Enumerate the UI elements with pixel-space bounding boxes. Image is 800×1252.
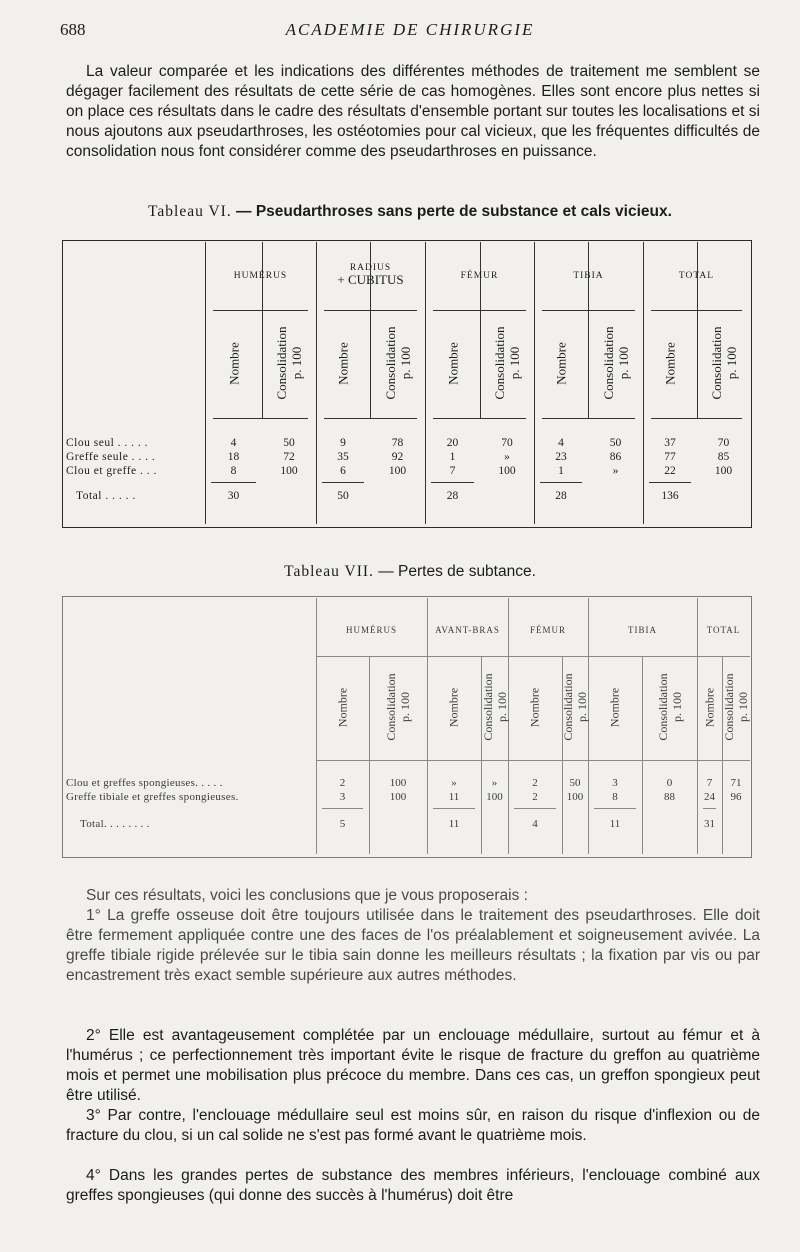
- table6-cell: 86: [609, 451, 622, 463]
- table6-subcol-consolidation: [709, 313, 739, 413]
- table7-cell: 0: [666, 777, 673, 789]
- table7-cell: 2: [532, 777, 538, 789]
- table6-subcol-consolidation-l1: Consolidation: [708, 326, 724, 400]
- table7-title: — Pertes de subtance.: [378, 563, 536, 580]
- table6-total-cell: 136: [661, 490, 679, 502]
- table6-cell: »: [504, 451, 510, 463]
- table6-subcol-consolidation-l1: Consolidation: [492, 326, 507, 400]
- table6-group-name: TIBIA: [573, 271, 604, 281]
- table6-subcol-nombre: Nombre: [553, 342, 569, 385]
- table6-group-rule: [651, 310, 742, 311]
- table6-cell: 20: [446, 437, 459, 449]
- table6-subcol-consolidation: [601, 313, 631, 413]
- conclusion-4: 4° Dans les grandes pertes de substance des membres inférieurs, l'enclouage combiné aux greffes spongieuses (qui donne des succès à l'humérus) doit être: [66, 1167, 760, 1204]
- running-title: ACADEMIE DE CHIRURGIE: [285, 20, 535, 39]
- table7-subcol-consolidation-l2: p. 100: [736, 692, 750, 722]
- table6-cell: 18: [227, 451, 240, 463]
- table6-cell: 92: [391, 451, 404, 463]
- table6-total-cell: 50: [337, 490, 349, 502]
- table7-total-rule: [322, 808, 363, 809]
- conclusion-2: 2° Elle est avantageusement complétée par un enclouage médullaire, surtout au fémur et à l'humérus ; ce perfectionnement très important évite le risque de fracture du greffon au quatrième mois et permet une mobilisation plus précoce du membre. Dans ces cas, un greffon spongieux peut être utilisé.: [66, 1027, 760, 1104]
- table6-cell: 100: [714, 465, 733, 477]
- table7-subcol-nombre: Nombre: [607, 687, 622, 728]
- table6-cell: 77: [664, 451, 676, 463]
- table7-cell: 3: [612, 777, 618, 789]
- table7-cell: 50: [569, 777, 581, 789]
- table6-total-rule: [322, 482, 364, 483]
- table6-cell: »: [612, 465, 619, 477]
- table6-group-rule: [542, 310, 635, 311]
- table6-subcol-nombre: Nombre: [335, 342, 351, 385]
- table7-sub-rule: [316, 760, 750, 761]
- table7-subcol-nombre: Nombre: [527, 687, 542, 728]
- table6-subcol-consolidation-l2: p. 100: [289, 346, 304, 380]
- table7-caption: [60, 563, 760, 581]
- intro-paragraph: La valeur comparée et les indications des différentes méthodes de traitement me semblent se dégager facilement des résultats de cette série de cas homogènes. Elles sont encore plus nettes si on place ces résultats dans le cadre des résultats d'ensemble portant sur toutes les localisations et si nous ajoutons aux pseudarthroses, les ostéotomies pour cal vicieux, que les fréquentes difficultés de consolidation nous font considérer comme des pseudarthroses en puissance.: [66, 63, 760, 160]
- table7-row-label: Clou et greffes spongieuses. . . . .: [66, 777, 223, 789]
- table7-subcol-consolidation-l2: p. 100: [398, 692, 412, 722]
- table6-subcol-nombre: Nombre: [226, 342, 241, 385]
- table6-cell: 4: [230, 437, 237, 449]
- table7-subcol-consolidation-l1: Consolidation: [384, 673, 398, 741]
- table6-cell: 72: [283, 451, 295, 463]
- table7-cell: 96: [730, 791, 742, 803]
- table7-subcol-consolidation-l2: p. 100: [575, 692, 589, 722]
- table7-group-rule: [316, 656, 750, 657]
- table6-sub-rule: [433, 418, 526, 419]
- running-head: [60, 20, 760, 44]
- conclusion-3: 3° Par contre, l'enclouage médullaire seul est moins sûr, en raison du risque d'inflexion ou de fracture du clou, si un cal solide ne s'est pas formé avant le quatrième mois.: [66, 1107, 760, 1144]
- page-number: 688: [60, 20, 86, 39]
- table7-group-header: AVANT-BRAS: [435, 625, 500, 635]
- table6-cell: 70: [501, 437, 513, 449]
- table6-cell: 35: [337, 451, 349, 463]
- table6-sub-rule: [542, 418, 635, 419]
- table7-total-rule: [594, 808, 636, 809]
- table6-subcol-consolidation-l1: Consolidation: [274, 326, 289, 400]
- table6-group-name: TOTAL: [678, 271, 715, 281]
- table6-sub-rule: [213, 418, 308, 419]
- table6-cell: 37: [664, 437, 676, 449]
- table6-cell: 9: [340, 437, 346, 449]
- table6-row-label: Clou et greffe . . .: [66, 465, 157, 477]
- table6-cell: 1: [558, 465, 564, 477]
- table6-group-header: [534, 270, 643, 282]
- table7-subcol-consolidation: [656, 657, 684, 757]
- table6-total-cell: 28: [446, 490, 459, 502]
- table7-total-rule: [514, 808, 556, 809]
- table6-cell: 7: [449, 465, 456, 477]
- table6-col-line: [425, 242, 426, 524]
- table7-subcol-consolidation-l1: Consolidation: [722, 673, 736, 741]
- table6-subcol-consolidation-l2: p. 100: [615, 346, 631, 380]
- table6-col-line: [205, 242, 206, 524]
- table6-group-header: [643, 270, 750, 282]
- table7-group-header: FÉMUR: [529, 625, 566, 635]
- table7-total-cell: 31: [704, 818, 715, 830]
- table7-total-cell: 5: [339, 818, 346, 830]
- table7-cell: 100: [389, 791, 407, 803]
- table7-subcol-consolidation: [481, 657, 509, 757]
- table6-group-rule: [433, 310, 526, 311]
- table6-subcol-consolidation-l1: Consolidation: [382, 326, 398, 400]
- table6-group-header: [205, 270, 316, 282]
- table7-subcol-nombre: Nombre: [335, 687, 349, 728]
- table7-subcol-consolidation: [722, 657, 750, 757]
- table6-label: Tableau VI.: [148, 203, 232, 220]
- table7-subcol-consolidation-l1: Consolidation: [561, 673, 575, 741]
- table7-total-rule: [703, 808, 716, 809]
- table7-subcol-consolidation-l2: p. 100: [494, 692, 509, 722]
- table6-subcol-nombre: Nombre: [662, 342, 678, 385]
- table6-cell: 50: [609, 437, 622, 449]
- table7-cell: »: [491, 777, 498, 789]
- table6-subcol-consolidation: [274, 313, 304, 413]
- table6-cell: 50: [283, 437, 295, 449]
- table6-group-header: [316, 262, 425, 286]
- table6-row-label: Clou seul . . . . .: [66, 437, 149, 449]
- table7-group-header: TOTAL: [706, 625, 741, 635]
- table7-cell: 2: [532, 791, 538, 803]
- table7-subcol-consolidation: [384, 657, 412, 757]
- table7-cell: 100: [389, 777, 407, 789]
- table6-group-subname: + CUBITUS: [337, 272, 404, 287]
- table7-cell: 11: [448, 791, 460, 803]
- table6-cell: 100: [388, 465, 407, 477]
- table6-cell: 22: [664, 465, 676, 477]
- table6-group-name: FÉMUR: [460, 271, 499, 281]
- table7-total-cell: 11: [448, 818, 460, 830]
- table6-subcol-consolidation-l2: p. 100: [507, 346, 522, 380]
- table6-group-name: HUMÉRUS: [233, 271, 288, 281]
- table6-cell: 23: [555, 451, 567, 463]
- table7-subcol-consolidation-l2: p. 100: [669, 692, 684, 722]
- table6-cell: 100: [498, 465, 516, 477]
- table7-label: Tableau VII.: [284, 563, 374, 580]
- table6-col-line: [588, 242, 589, 418]
- table7-group-header: HUMÉRUS: [345, 625, 397, 635]
- conclusion-1: 1° La greffe osseuse doit être toujours utilisée dans le traitement des pseudarthroses. Elle doit être fermement appliquée contre une des faces de l'os préalablement et soigneusement avivée. La greffe tibiale rigide prélevée sur le tibia sain donne les meilleurs résultats ; la fixation par vis ou par encastrement très exact semble supérieure aux autres méthodes.: [66, 907, 760, 984]
- table6-subcol-consolidation-l2: p. 100: [397, 346, 413, 380]
- table6-group-rule: [213, 310, 308, 311]
- table7-cell: 100: [486, 791, 503, 803]
- table7-subcol-nombre: Nombre: [446, 687, 461, 728]
- table6-cell: 78: [391, 437, 404, 449]
- table6-total-cell: 28: [555, 490, 567, 502]
- table6-col-line: [643, 242, 644, 524]
- table6-subcol-consolidation-l2: p. 100: [723, 346, 739, 380]
- table6-group-name: RADIUS: [349, 263, 392, 273]
- table7-group-line: [427, 598, 428, 854]
- table6-sub-rule: [651, 418, 742, 419]
- table6-total-cell: 30: [227, 490, 240, 502]
- table6-group-header: [425, 270, 534, 282]
- table6-total-rule: [649, 482, 691, 483]
- table6-subcol-consolidation: [383, 313, 413, 413]
- table6-total-label: Total . . . . .: [76, 490, 136, 502]
- table7-cell: 100: [566, 791, 584, 803]
- table7-cell: »: [451, 777, 457, 789]
- table6-cell: 85: [717, 451, 730, 463]
- table6-cell: 6: [340, 465, 346, 477]
- table7-subcol-nombre: Nombre: [702, 687, 716, 728]
- table7-cell: 2: [339, 777, 346, 789]
- table7-subcol-consolidation-l1: Consolidation: [480, 673, 495, 741]
- table6-caption: [60, 203, 760, 221]
- table6-sub-rule: [324, 418, 417, 419]
- table6-total-rule: [211, 482, 256, 483]
- table6-cell: 8: [230, 465, 237, 477]
- table6-subcol-nombre: Nombre: [445, 342, 460, 385]
- table6-subcol-consolidation-l1: Consolidation: [600, 326, 616, 400]
- table6-total-rule: [540, 482, 582, 483]
- conclusions-intro: Sur ces résultats, voici les conclusions que je vous proposerais :: [86, 887, 528, 904]
- table6-title: — Pseudarthroses sans perte de substance et cals vicieux.: [236, 203, 672, 220]
- table7-subcol-consolidation: [561, 657, 589, 757]
- table7-subcol-consolidation-l1: Consolidation: [655, 673, 670, 741]
- table7-cell: 88: [664, 791, 675, 803]
- table6-row-label: Greffe seule . . . .: [66, 451, 156, 463]
- table6-col-line: [697, 242, 698, 418]
- table7-cell: 71: [730, 777, 742, 789]
- table6-total-rule: [431, 482, 474, 483]
- table7-total-rule: [433, 808, 475, 809]
- table6-cell: 100: [280, 465, 298, 477]
- table6-col-line: [480, 242, 481, 418]
- table7-group-header: TIBIA: [628, 625, 657, 635]
- table6-col-line: [262, 242, 263, 418]
- table7-sub-line: [642, 656, 643, 854]
- table7-total-cell: 4: [532, 818, 538, 830]
- table7-cell: 24: [704, 791, 715, 803]
- table7-label-divider: [316, 598, 317, 854]
- table7-cell: 7: [706, 777, 713, 789]
- table6-cell: 1: [449, 451, 456, 463]
- table7-total-cell: 11: [609, 818, 621, 830]
- table6-cell: 4: [558, 437, 564, 449]
- table6-subcol-consolidation: [492, 313, 522, 413]
- table7-total-label: Total. . . . . . . .: [80, 818, 150, 830]
- table7-cell: 8: [612, 791, 618, 803]
- table6-group-rule: [324, 310, 417, 311]
- table7-group-line: [697, 598, 698, 854]
- table7-cell: 3: [339, 791, 346, 803]
- table7-sub-line: [369, 656, 370, 854]
- table7-row-label: Greffe tibiale et greffes spongieuses.: [66, 791, 239, 803]
- table6-col-line: [534, 242, 535, 524]
- table6-cell: 70: [717, 437, 730, 449]
